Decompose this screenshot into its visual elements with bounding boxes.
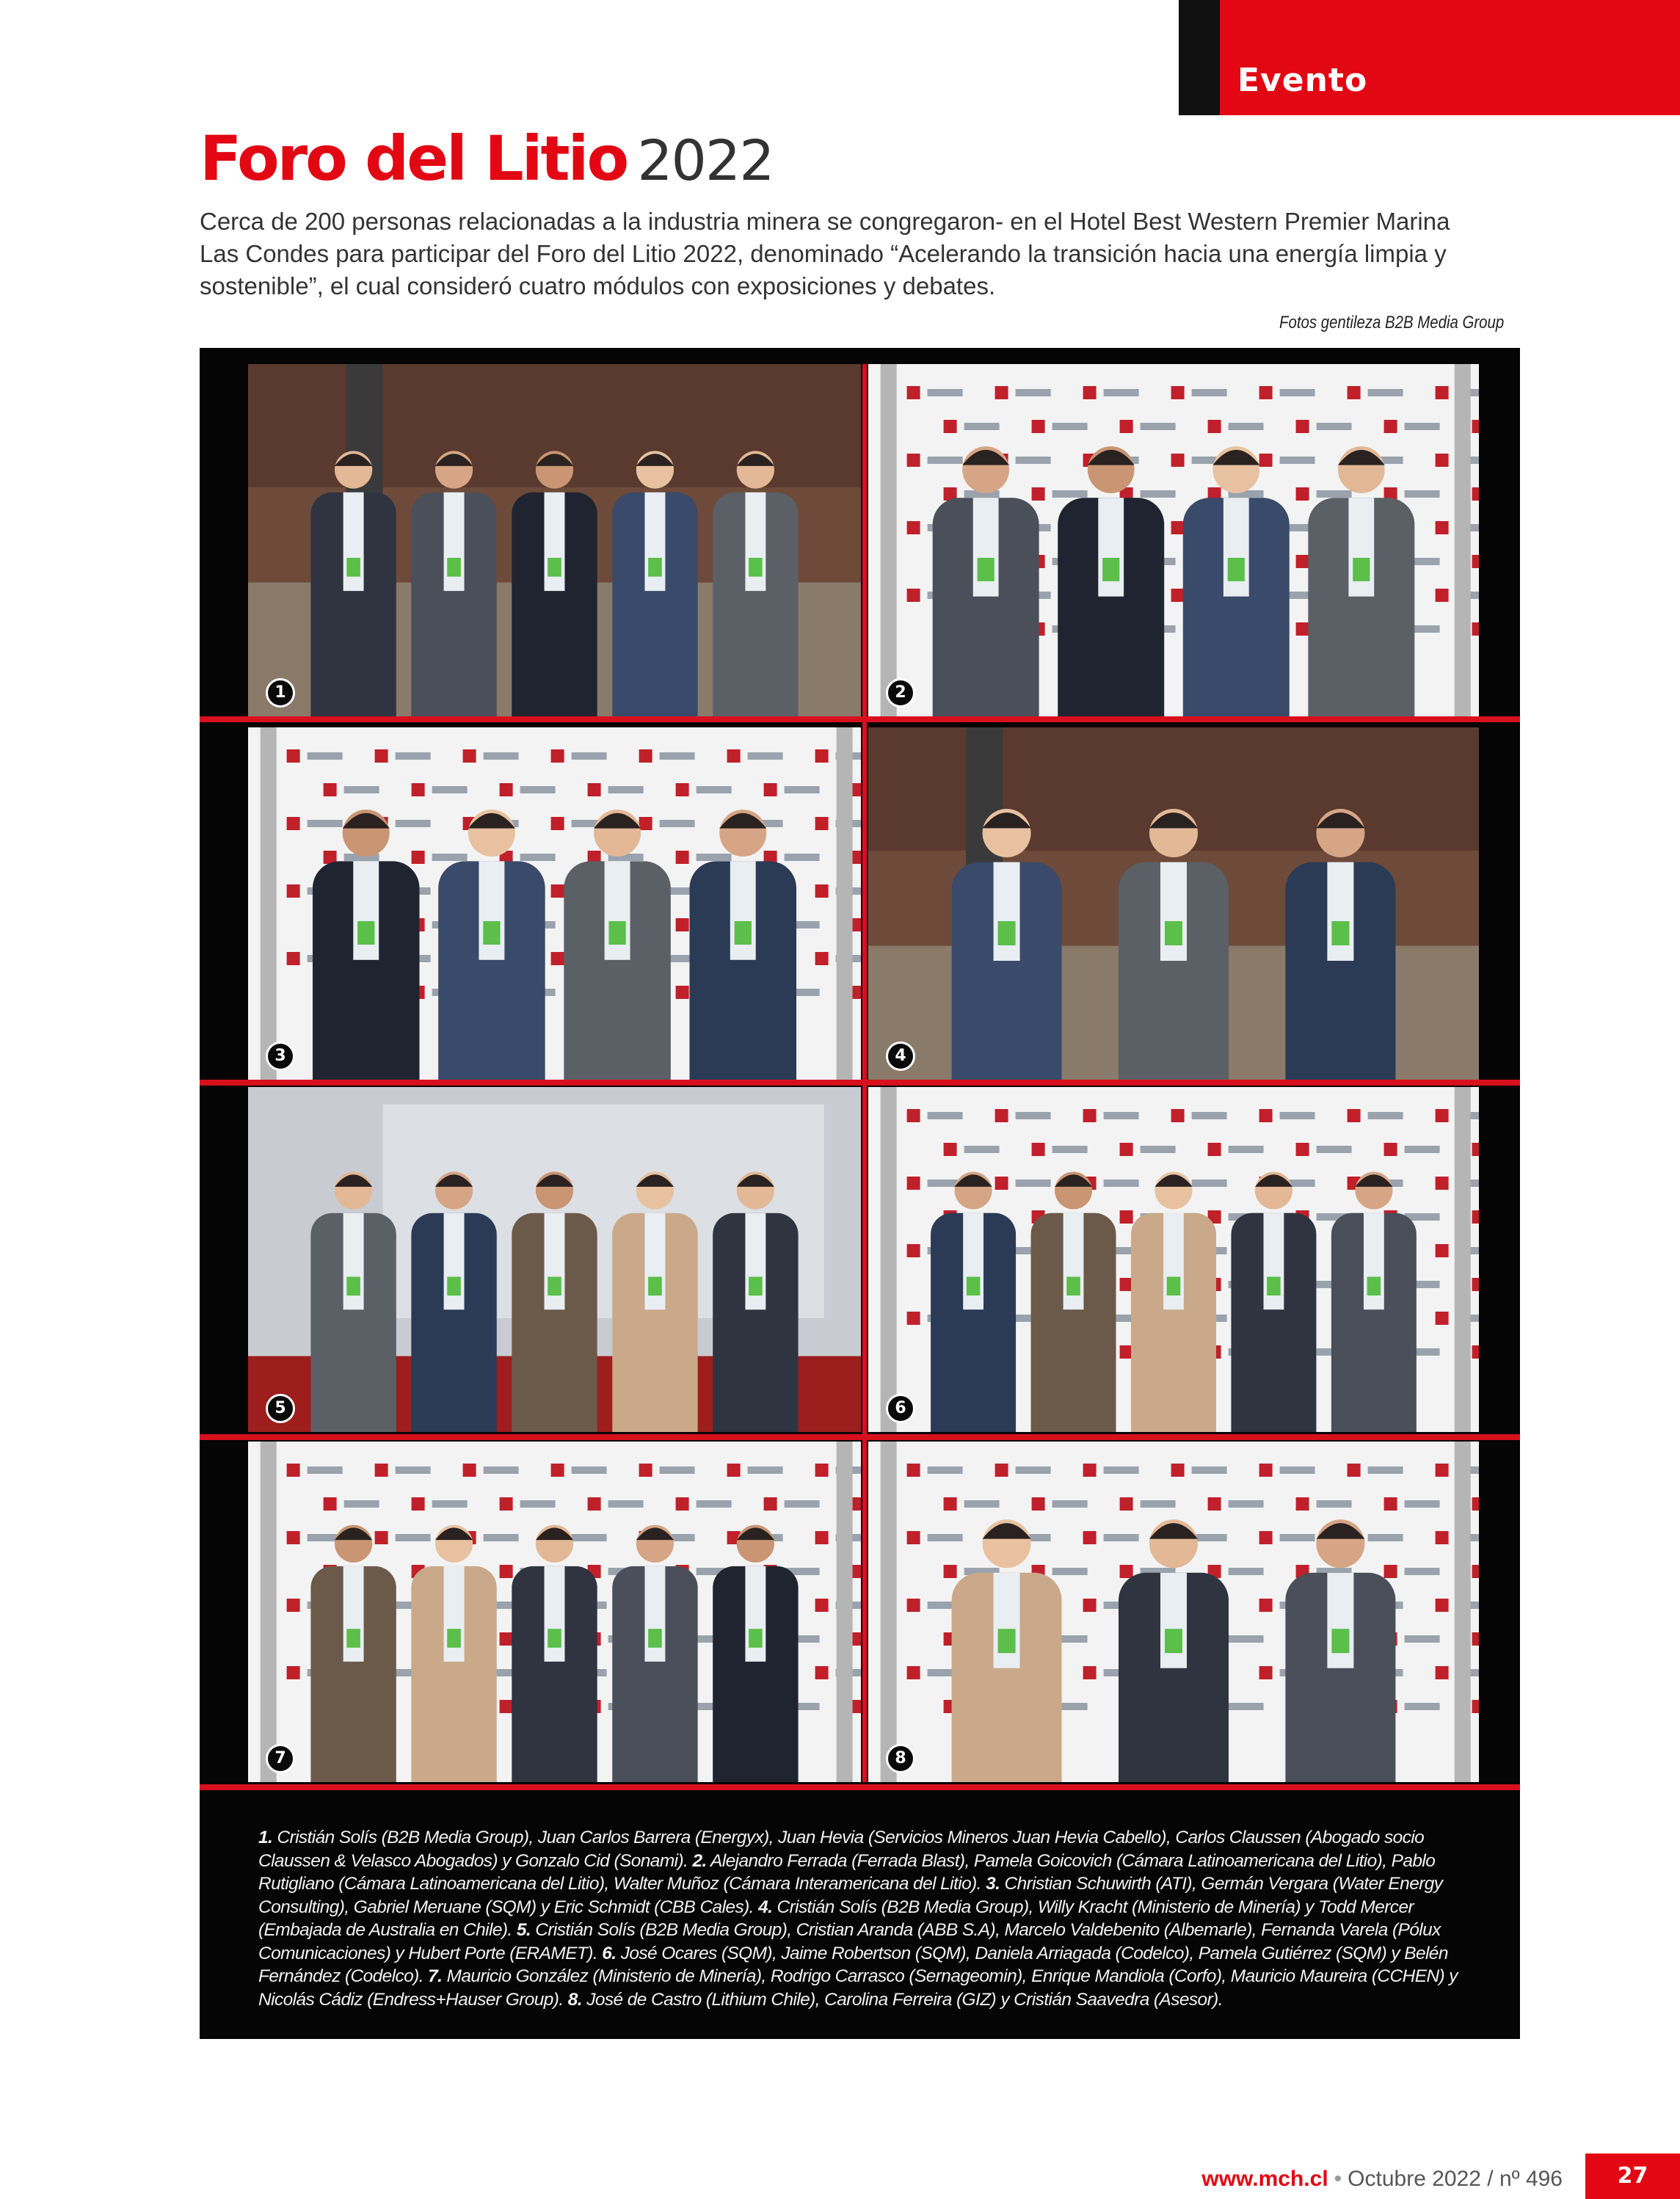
caption-text: Cristián Solís (B2B Media Group), Juan Carlos Barrera (Energyx), Juan Hevia (Servicios Mineros Juan Hevia Cabello), Carlos Claussen (Abogado socio Claussen & Velasco Abogados) y Gonzalo Cid (Sonami).: [258, 1828, 1425, 1871]
caption-text: Cristián Solís (B2B Media Group), Willy Kracht (Ministerio de Minería) y Todd Mercer (Embajada de Australia en Chile).: [258, 1897, 1414, 1940]
photo-number-badge: 2: [886, 678, 915, 708]
caption-number: 7.: [428, 1966, 443, 1986]
caption-text: José Ocares (SQM), Jaime Robertson (SQM), Daniela Arriagada (Codelco), Pamela Gutiérrez (SQM) y Belén Fernández (Codelco).: [258, 1943, 1448, 1986]
event-photo-5: [248, 1087, 861, 1432]
photo-divider: [200, 1434, 1520, 1440]
section-label: Evento: [1237, 62, 1368, 99]
photo-divider: [200, 716, 1520, 722]
photo-number-badge: 3: [266, 1042, 295, 1071]
caption-number: 2.: [692, 1850, 707, 1871]
caption-number: 6.: [602, 1943, 617, 1963]
caption-text: José de Castro (Lithium Chile), Carolina Ferreira (GIZ) y Cristián Saavedra (Asesor).: [582, 1989, 1223, 2010]
event-photo-4: [868, 727, 1479, 1080]
photo-divider: [200, 1784, 1520, 1790]
caption-text: Cristián Solís (B2B Media Group), Cristian Aranda (ABB S.A), Marcelo Valdebenito (Albemarle), Fernanda Varela (Pólux Comunicaciones) y Hubert Porte (ERAMET).: [258, 1920, 1441, 1963]
footer-separator: •: [1334, 2167, 1342, 2191]
caption-number: 4.: [758, 1897, 773, 1917]
photo-number-badge: 5: [266, 1394, 295, 1423]
intro-paragraph: Cerca de 200 personas relacionadas a la industria minera se congregaron- en el Hotel Best Western Premier Marina Las Condes para participar del Foro del Litio 2022, denominado “Acelerando la transición hacia una energía limpia y sostenible”, el cual consideró cuatro módulos con exposiciones y debates.: [200, 208, 1450, 299]
photo-number-badge: 1: [266, 678, 295, 708]
caption-number: 3.: [986, 1874, 1000, 1894]
article-title: [200, 122, 774, 197]
photo-number-badge: 4: [886, 1042, 915, 1071]
section-tab: [1179, 0, 1680, 115]
photo-number-badge: 7: [266, 1744, 295, 1773]
photo-divider: [862, 364, 867, 1782]
caption-number: 5.: [516, 1920, 531, 1940]
event-photo-7: [248, 1442, 861, 1782]
page-footer: [1201, 2167, 1563, 2196]
photo-credit: Fotos gentileza B2B Media Group: [1279, 313, 1504, 332]
footer-site: www.mch.cl: [1201, 2167, 1328, 2191]
caption-number: 8.: [567, 1989, 583, 2010]
photo-caption: [258, 1826, 1462, 2011]
event-photo-1: [248, 364, 861, 716]
caption-text: Mauricio González (Ministerio de Minería), Rodrigo Carrasco (Sernageomin), Enrique Mandiola (Corfo), Mauricio Maureira (CCHEN) y Nicolás Cádiz (Endress+Hauser Group).: [258, 1966, 1458, 2010]
section-tab-strip: [1179, 0, 1220, 115]
event-photo-8: [868, 1442, 1479, 1782]
event-photo-2: [868, 364, 1479, 716]
caption-text: Alejandro Ferrada (Ferrada Blast), Pamela Goicovich (Cámara Latinoamericana del Litio), Pablo Rutigliano (Cámara Latinoamericana del Litio), Walter Muñoz (Cámara Interamericana del Litio).: [258, 1850, 1436, 1894]
event-photo-6: [868, 1087, 1479, 1432]
page-number: 27: [1585, 2153, 1680, 2199]
photo-panel: [200, 348, 1520, 2039]
photo-divider: [200, 1080, 1520, 1086]
title-year: 2022: [637, 128, 774, 193]
event-photo-3: [248, 727, 861, 1080]
photo-number-badge: 6: [886, 1394, 915, 1423]
caption-number: 1.: [258, 1828, 273, 1847]
footer-issue: Octubre 2022 / nº 496: [1348, 2167, 1563, 2191]
caption-text: Christian Schuwirth (ATI), Germán Vergara (Water Energy Consulting), Gabriel Meruane (SQM) y Eric Schmidt (CBB Cales).: [258, 1874, 1443, 1917]
photo-number-badge: 8: [886, 1744, 915, 1773]
title-main: Foro del Litio: [200, 123, 628, 195]
